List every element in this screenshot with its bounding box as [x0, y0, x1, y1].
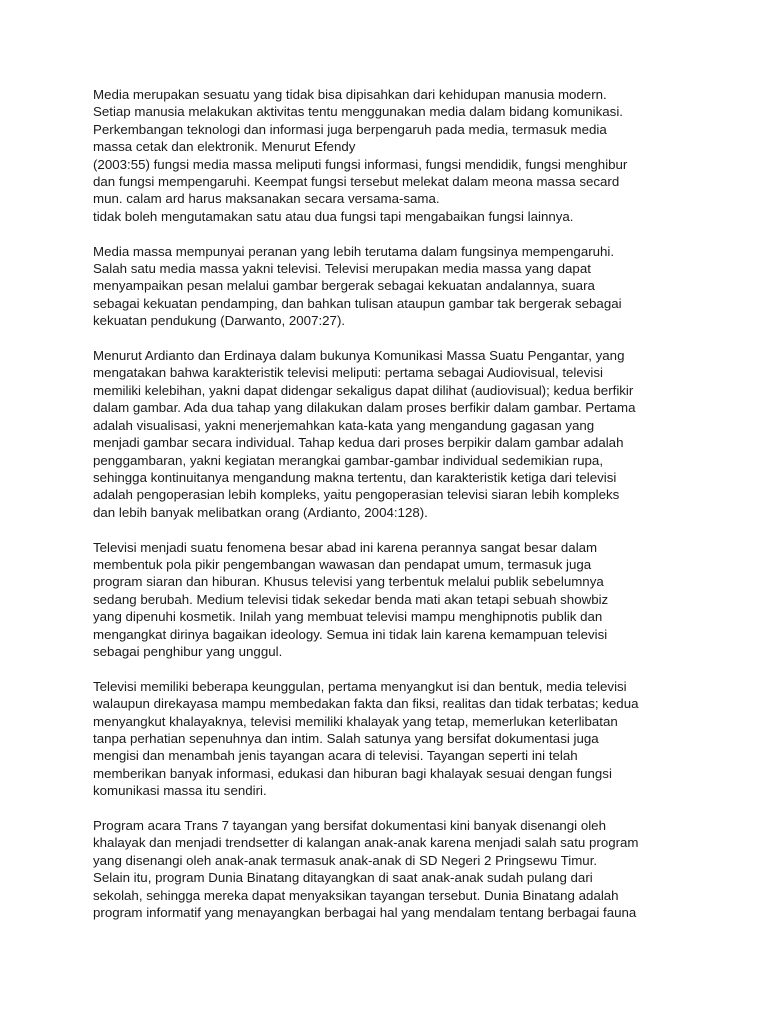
- paragraph: [93, 86, 693, 225]
- text-line: menjadi gambar secara individual. Tahap kedua dari proses berpikir dalam gambar adalah: [93, 435, 624, 451]
- text-line: mengangkat dirinya bagaikan ideology. Semua ini tidak lain karena kemampuan televisi: [93, 626, 608, 642]
- text-line: Televisi menjadi suatu fenomena besar abad ini karena perannya sangat besar dalam: [93, 539, 598, 555]
- text-line: Salah satu media massa yakni televisi. Televisi merupakan media massa yang dapat: [93, 261, 591, 277]
- text-line: membentuk pola pikir pengembangan wawasan dan pendapat umum, termasuk juga: [93, 556, 592, 572]
- text-line: sebagai kekuatan pendamping, dan bahkan tulisan ataupun gambar tak bergerak sebagai: [93, 295, 622, 311]
- paragraph: [93, 817, 693, 921]
- text-line: dan lebih banyak melibatkan orang (Ardianto, 2004:128).: [93, 504, 428, 520]
- paragraph: [93, 347, 693, 521]
- text-line: (2003:55) fungsi media massa meliputi fungsi informasi, fungsi mendidik, fungsi menghibur: [93, 156, 628, 172]
- text-line: Selain itu, program Dunia Binatang ditayangkan di saat anak-anak sudah pulang dari: [93, 870, 593, 886]
- text-line: sedang berubah. Medium televisi tidak sekedar benda mati akan tetapi sebuah showbiz: [93, 591, 609, 607]
- text-line: Media massa mempunyai peranan yang lebih terutama dalam fungsinya mempengaruhi.: [93, 243, 615, 259]
- text-line: mengisi dan menambah jenis tayangan acara di televisi. Tayangan seperti ini telah: [93, 748, 578, 764]
- text-line: Setiap manusia melakukan aktivitas tentu menggunakan media dalam bidang komunikasi.: [93, 104, 623, 120]
- text-line: menyampaikan pesan melalui gambar bergerak sebagai kekuatan andalannya, suara: [93, 278, 595, 294]
- text-line: penggambaran, yakni kegiatan merangkai gambar-gambar individual sedemikian rupa,: [93, 452, 604, 468]
- text-line: sekolah, sehingga mereka dapat menyaksikan tayangan tersebut. Dunia Binatang adalah: [93, 887, 619, 903]
- text-line: walaupun direkayasa mampu membedakan fakta dan fiksi, realitas dan tidak terbatas; kedua: [93, 696, 639, 712]
- text-line: program informatif yang menayangkan berbagai hal yang mendalam tentang berbagai fauna: [93, 905, 637, 921]
- text-line: kekuatan pendukung (Darwanto, 2007:27).: [93, 313, 346, 329]
- text-line: khalayak dan menjadi trendsetter di kalangan anak-anak karena menjadi salah satu program: [93, 835, 639, 851]
- text-line: mengatakan bahwa karakteristik televisi meliputi: pertama sebagai Audiovisual, televisi: [93, 365, 603, 381]
- text-line: dan fungsi mempengaruhi. Keempat fungsi tersebut melekat dalam meona massa secard: [93, 174, 620, 190]
- text-line: memiliki kelebihan, yakni dapat didengar sekaligus dapat dilihat (audiovisual); kedua berfikir: [93, 382, 634, 398]
- text-line: massa cetak dan elektronik. Menurut Efendy: [93, 139, 356, 155]
- text-line: yang dipenuhi kosmetik. Inilah yang membuat televisi mampu menghipnotis publik dan: [93, 609, 603, 625]
- text-line: mun. calam ard harus maksanakan secara versama-sama.: [93, 191, 440, 207]
- paragraph: [93, 678, 693, 800]
- text-line: sebagai penghibur yang unggul.: [93, 643, 283, 659]
- text-line: program siaran dan hiburan. Khusus televisi yang terbentuk melalui publik sebelumnya: [93, 574, 604, 590]
- text-line: Perkembangan teknologi dan informasi juga berpengaruh pada media, termasuk media: [93, 121, 607, 137]
- text-line: adalah pengoperasian lebih kompleks, yaitu pengoperasian televisi siaran lebih kompleks: [93, 487, 620, 503]
- text-line: dalam gambar. Ada dua tahap yang dilakukan dalam proses berfikir dalam gambar. Pertama: [93, 400, 636, 416]
- text-line: Televisi memiliki beberapa keunggulan, pertama menyangkut isi dan bentuk, media televisi: [93, 678, 627, 694]
- text-line: Menurut Ardianto dan Erdinaya dalam bukunya Komunikasi Massa Suatu Pengantar, yang: [93, 348, 625, 364]
- text-line: Program acara Trans 7 tayangan yang bersifat dokumentasi kini banyak disenangi oleh: [93, 817, 606, 833]
- text-line: yang disenangi oleh anak-anak termasuk anak-anak di SD Negeri 2 Pringsewu Timur.: [93, 852, 598, 868]
- text-line: menyangkut khalayaknya, televisi memiliki khalayak yang tetap, memerlukan keterlibatan: [93, 713, 618, 729]
- text-line: tidak boleh mengutamakan satu atau dua fungsi tapi mengabaikan fungsi lainnya.: [93, 208, 574, 224]
- text-line: Media merupakan sesuatu yang tidak bisa dipisahkan dari kehidupan manusia modern.: [93, 87, 607, 102]
- text-line: adalah visualisasi, yakni menerjemahkan kata-kata yang mengandung gagasan yang: [93, 417, 595, 433]
- text-line: komunikasi massa itu sendiri.: [93, 783, 267, 799]
- paragraph: [93, 243, 693, 330]
- text-line: tanpa perhatian sepenuhnya dan intim. Salah satunya yang bersifat dokumentasi juga: [93, 730, 599, 746]
- paragraph: [93, 539, 693, 661]
- document-page: [93, 86, 693, 939]
- text-line: memberikan banyak informasi, edukasi dan hiburan bagi khalayak sesuai dengan fungsi: [93, 765, 612, 781]
- text-line: sehingga kontinuitanya mengandung makna tertentu, dan karakteristik ketiga dari televisi: [93, 469, 617, 485]
